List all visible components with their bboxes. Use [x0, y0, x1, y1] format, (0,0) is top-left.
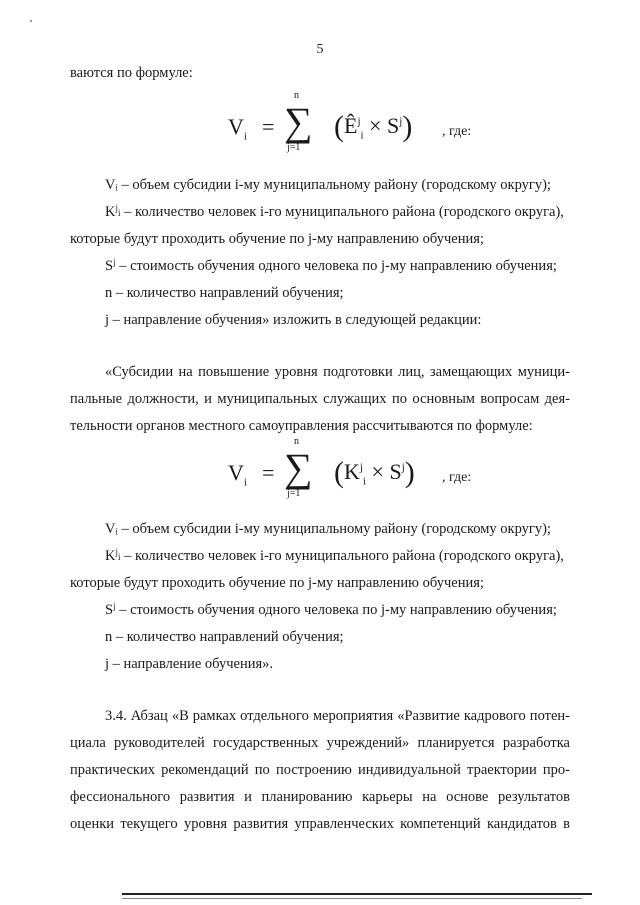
text-line: n – количество направлений обучения; [105, 629, 344, 645]
text-line: тельности органов местного самоуправления рассчитываются по формуле: [70, 418, 533, 434]
text-line: практических рекомендаций по построению индивидуальной траектории про- [70, 762, 570, 778]
sum-upper-limit: n [294, 436, 299, 447]
text-line: циала руководителей государственных учреждений» планируется разработка [70, 735, 570, 751]
page-number: 5 [316, 42, 324, 57]
text-line: «Субсидии на повышение уровня подготовки лиц, замещающих муници- [105, 364, 570, 380]
text-line: Vᵢ – объем субсидии i-му муниципальному району (городскому округу); [105, 177, 551, 193]
sum-sign: ∑ [284, 445, 313, 490]
text-line: j – направление обучения» изложить в следующей редакции: [105, 312, 482, 328]
text-line: 3.4. Абзац «В рамках отдельного мероприятия «Развитие кадрового потен- [105, 708, 570, 724]
text-line: которые будут проходить обучение по j-му направлению обучения; [70, 575, 484, 591]
text-line-s: $S^j$ – стоимость обучения одного человека по j-му направлению обучения; [105, 601, 557, 618]
formula-term: $(Ê^j_i \times S^j)$ [334, 110, 413, 143]
text-line: Vᵢ – объем субсидии i-му муниципальному району (городскому округу); [105, 521, 551, 537]
formula-equals: = [262, 460, 275, 485]
bottom-rule-shadow [122, 898, 582, 899]
bottom-rule [122, 893, 592, 895]
formula-tail: , где: [442, 124, 472, 139]
sum-sign: ∑ [284, 99, 313, 144]
formula-lhs: $V_i$ [228, 114, 247, 143]
formula-tail: , где: [442, 470, 472, 485]
formula-lhs: $V_i$ [228, 460, 247, 489]
text-line: j – направление обучения». [105, 656, 274, 672]
text-line: пальные должности, и муниципальных служащих по основным вопросам дея- [70, 391, 570, 407]
formula-equals: = [262, 114, 275, 139]
text-line: которые будут проходить обучение по j-му направлению обучения; [70, 231, 484, 247]
sum-lower-limit: j=1 [287, 488, 301, 499]
text-line: n – количество направлений обучения; [105, 285, 344, 301]
sum-upper-limit: n [294, 90, 299, 101]
text-line-k: $K^ji$ – количество человек i-го муниципального района (городского округа), [105, 547, 564, 564]
scan-speck [30, 20, 32, 22]
text-line: ваются по формуле: [70, 65, 193, 81]
formula-1 [228, 90, 488, 158]
sum-lower-limit: j=1 [287, 142, 301, 153]
text-line-s: $S^j$ – стоимость обучения одного человека по j-му направлению обучения; [105, 257, 557, 274]
text-line-k: $K^ji$ – количество человек i-го муниципального района (городского округа), [105, 203, 564, 220]
formula-2 [228, 436, 488, 504]
text-line: оценки текущего уровня развития управленческих компетенций кандидатов в [70, 816, 570, 832]
text-line: фессионального развития и планированию карьеры на основе результатов [70, 789, 570, 805]
formula-term: $(K^j_i \times S^j)$ [334, 456, 415, 489]
